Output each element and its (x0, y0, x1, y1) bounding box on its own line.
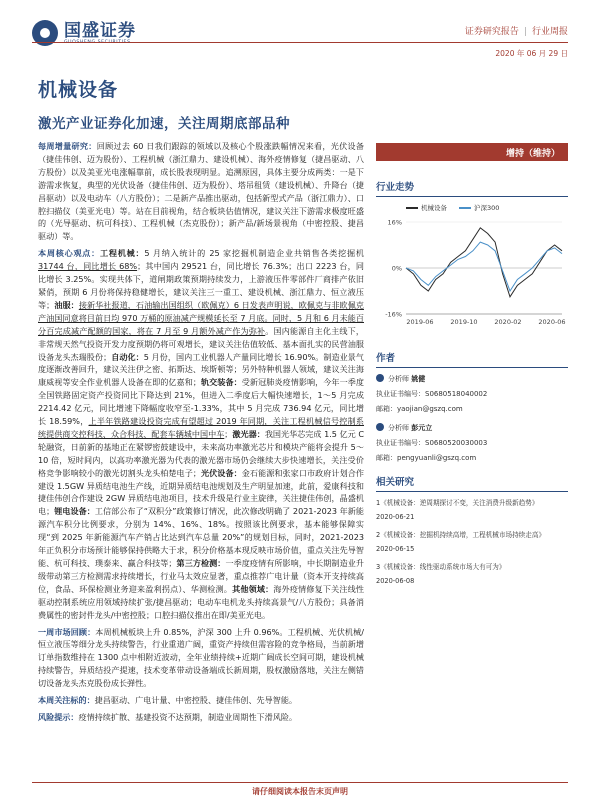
report-footer (0, 776, 600, 800)
report-category: 行业周报 (531, 27, 568, 37)
author-cert-row (376, 436, 568, 451)
topic-label-auto: 自动化： (111, 351, 144, 362)
analyst-icon (376, 374, 384, 382)
related-title[interactable]: 2《机械设备：挖掘机持续高增，工程机械市场持续走高》 (376, 531, 546, 539)
text-run: 5 月纳入统计的 25 家挖掘机制造企业共销售各类挖掘机 (144, 248, 364, 259)
topic-label-oil: 油服： (54, 299, 79, 310)
legend-item (406, 203, 447, 212)
highlight-text: 接新华社报道，石油输出国组织（欧佩克）6 日发表声明说，欧佩克与非欧佩克产油国同意将目前日均 970 万桶的原油减产规模延长至 7 月底。同时，5 月和 6 月未能百分百完成减产配额的国家，将在 7 月至 9 月额外减产作为弥补 (38, 299, 364, 336)
analyst-icon (376, 423, 384, 431)
author-cert-row (376, 387, 568, 402)
industry-trend-chart (376, 214, 568, 340)
paragraph-core-views (38, 247, 364, 621)
email-label: 邮箱： (376, 454, 397, 462)
email-label: 邮箱： (376, 405, 397, 413)
author-email-row (376, 451, 568, 466)
related-date: 2020-06-08 (376, 577, 415, 585)
topic-label-laser: 激光器： (232, 428, 265, 439)
text-run: 。国内能源自主化主线下，非常规天然气投资开发力度预期仍将可观增长，建议关注估值较低、基本面扎实的民营油服设备龙头杰瑞股份； (38, 325, 364, 362)
footer-divider (32, 782, 568, 783)
paragraph-label: 本周核心观点： (38, 248, 101, 259)
report-type: 证券研究报告 (464, 27, 519, 37)
paragraph-text: 本周机械板块上升 0.85%，沪深 300 上升 0.96%。工程机械、光伏机械/恒立液压等细分龙头持续警告，行业重道广阔，重资产持续但需容险的竞争格局，当前新增订单指数维持在 1300 点中相附近波动，全年业绩持续+近期广阔成长空间可期，建设机械持续警告，异质结投产提速，技术变革带动设备端成长新周期，股权激励落地，关注左侧错切设备龙头杰克股份成长弹性。 (38, 626, 364, 689)
legend-label: 沪深300 (474, 204, 500, 212)
related-date: 2020-06-15 (376, 545, 415, 553)
email-link[interactable]: yaojian@gszq.com (397, 405, 463, 413)
legend-swatch (406, 207, 418, 209)
related-research-item[interactable] (376, 496, 568, 524)
chart-legend (406, 203, 568, 212)
text-run: 金石能源和张家口市政府计划合作建设 1.5GW 异质结电池生产线，近期异质结电池规划及生产明显加速，此前，爱康科技和捷佳伟创合作建设 2GW 异质结电池项目，技术升级是行业主旋律，关注捷佳伟创，晶盛机电； (38, 467, 364, 517)
x-tick-label: 2020-06 (538, 318, 566, 326)
author-card (376, 421, 568, 466)
text-run: ； (224, 428, 233, 439)
paragraph-label: 本周关注标的： (38, 695, 95, 706)
author-name-row (376, 372, 568, 387)
x-tick-label: 2019-10 (450, 318, 478, 326)
footer-disclaimer: 请仔细阅读本报告末页声明 (252, 787, 348, 796)
rating-badge: 增持（维持） (376, 143, 568, 161)
paragraph-risk (38, 711, 364, 724)
industry-trend-title: 行业走势 (376, 179, 568, 197)
x-tick-label: 2019-06 (406, 318, 434, 326)
sidebar (376, 140, 568, 588)
paragraph-focus-stocks (38, 694, 364, 707)
related-title[interactable]: 3《机械设备：线性驱动系统市场大有可为》 (376, 563, 506, 571)
text-run: ；其中国内 29521 台，同比增长 76.3%；出口 2223 台，同比增长 3.25%。实现共体下，道闸期政策预期持续发力，上游液压件零部件厂商排产依旧紧俏，预期 6 月份将保持稳健增长，建议关注三一重工、建设机械、浙江鼎力、恒立液压等； (38, 261, 364, 310)
x-tick-label: 2020-02 (494, 318, 522, 326)
text-run: 一季度疫情有所影响，中长期制造业升级带动第三方检测需求持续增长，行业马太效应显著，重点推荐广电计量（资本开支持续高位，食品、环保检测业务迎来盈利拐点）、华测检测。 (38, 558, 364, 594)
paragraph-label: 每周增量研究： (38, 141, 97, 151)
text-run: 工信部公布了“双积分”政策修订情况，此次修改明确了 2021-2023 年新能源汽车积分比例要求，分别为 14%、16%、18%。按照该比例要求，基本能够保障实现“到 2025 年新能源汽车产销占比达到汽车总量 20%”的规划目标，同时，2021-2023 年正负积分市场预计能够保持供略大于求，积分价格基本现反映市场价值，重点关注先导智能、杭可科技、璞泰来、赢合科技等； (38, 506, 364, 568)
topic-label-other: 其他领域： (232, 583, 274, 594)
header-separator: | (523, 27, 527, 37)
paragraph-text: 回顾过去 60 日我们跟踪的领域以及核心个股涨跌幅情况来看，光伏设备（捷佳伟创、迈为股份）、工程机械（浙江鼎力、建设机械）、海外疫情修复（捷昌驱动、八方股份）以及美亚光电涨幅靠前，成长股表现明显。追溯原因，具体主要分成两类：一是下游需求恢复，典型的光伏设备（捷佳伟创、迈为股份）、塔吊租赁（建设机械）、升降台（捷昌驱动）以及电动车（八方股份）；二是新产品推出驱动，包括新型式产品（浙江鼎力）、口腔扫描仪（美亚光电）等。站在目前视角，结合板块估值情况，建议关注下游需求极度旺盛的（光导驱动、杭可科技）、工程机械（杰克股份）；新产品/新场景视角（中密控股、捷昌驱动）等。 (38, 141, 364, 242)
main-content (38, 140, 364, 728)
topic-label-rail: 轨交装备： (200, 377, 242, 388)
legend-item (459, 203, 499, 212)
paragraph-text: 疫情持续扩散、基建投资不达预期，制造业周期性下滑风险。 (78, 711, 298, 722)
paragraph-weekly-research (38, 140, 364, 243)
text-run: 5 月份，国内工业机器人产量同比增长 16.90%。制造业景气度逐渐改善回升，建议关注伊之密、拓斯达、埃斯顿等；另外特种机器人领域，建议关注海康威视等安全作业机器人设备在即的亿嘉和； (38, 351, 364, 388)
cert-number: S0680520030003 (425, 439, 488, 447)
label-analyst: 分析师 (388, 424, 412, 432)
brand-name-cn: 国盛证券 (64, 20, 136, 41)
series-line (406, 228, 562, 297)
author-section-title: 作者 (376, 350, 568, 368)
section-title: 机械设备 (38, 79, 119, 101)
report-header (0, 0, 600, 70)
text-run: 海外疫情修复下关注线性驱动控制系统应用领域持续扩张/捷昌驱动；电动车电机龙头持续高景气/八方股份；具备消费属性的密封件龙头/中密控股；口腔扫描仪推出在即/美亚光电。 (38, 583, 364, 620)
related-research-title: 相关研究 (376, 474, 568, 492)
y-tick-label: -16% (385, 310, 402, 319)
y-tick-label: 0% (391, 264, 402, 273)
related-title[interactable]: 1《机械设备：逆周期探讨不变，关注消费升级新趋势》 (376, 499, 539, 507)
paragraph-label: 一周市场回顾： (38, 626, 96, 637)
report-date: 2020 年 06 月 29 日 (495, 49, 568, 58)
topic-label-eng: 工程机械： (100, 248, 145, 259)
paragraph-text: 捷昌驱动、广电计量、中密控股、捷佳伟创、先导智能。 (94, 695, 298, 706)
author-card (376, 372, 568, 417)
report-headline: 激光产业证券化加速，关注周期底部品种 (38, 116, 290, 132)
cert-label: 执业证书编号： (376, 390, 425, 398)
report-meta (465, 24, 568, 37)
legend-swatch (459, 207, 471, 209)
topic-label-pv: 光伏设备： (200, 467, 242, 478)
text-run: 我国光华芯完成 1.5 亿元 C 轮融资，日前新的基地正在紧锣密鼓建设中，未来高功率激光芯片和模块产能将会提升 5～10 倍，短时间内，以高功率激光器为代表的激光器市场仍会继续大步快速增长，关注受价格竞争影响较小的激光切割头龙头柏楚电子； (38, 428, 364, 478)
series-line (406, 242, 562, 291)
author-name: 彭元立 (411, 424, 433, 432)
cert-label: 执业证书编号： (376, 439, 425, 447)
topic-label-third: 第三方检测： (176, 558, 226, 568)
label-analyst: 分析师 (388, 375, 412, 383)
author-email-row (376, 402, 568, 417)
paragraph-label: 风险提示： (38, 711, 79, 722)
related-research-item[interactable] (376, 560, 568, 588)
email-link[interactable]: pengyuanli@gszq.com (397, 454, 477, 462)
author-name: 姚健 (411, 375, 426, 383)
highlight-text: 31744 台，同比增长 68% (38, 261, 138, 272)
related-research-item[interactable] (376, 528, 568, 556)
header-divider (32, 42, 568, 43)
paragraph-market-review (38, 626, 364, 691)
legend-label: 机械设备 (421, 204, 447, 212)
highlight-text: 上半年铁路建设投资完成有望超过 2019 年同期，关注工程机械信号控制系统提供商交控科技、众合科技、配套车辆城中国中车 (38, 416, 364, 439)
topic-label-nev: 锂电设备： (54, 506, 95, 517)
y-tick-label: 16% (387, 218, 402, 227)
author-name-row (376, 421, 568, 436)
related-date: 2020-06-21 (376, 513, 415, 521)
cert-number: S0680518040002 (425, 390, 488, 398)
text-run: 受新冠肺炎疫情影响，今年一季度全国铁路固定资产投资同比下降达到 21%，但进入二季度后大幅快速增长，1～5 月完成 2214.42 亿元，同比增速下降幅度收窄至-1.33%，其中 5 月完成 736.94 亿元，同比增长 18.59%， (38, 377, 364, 427)
